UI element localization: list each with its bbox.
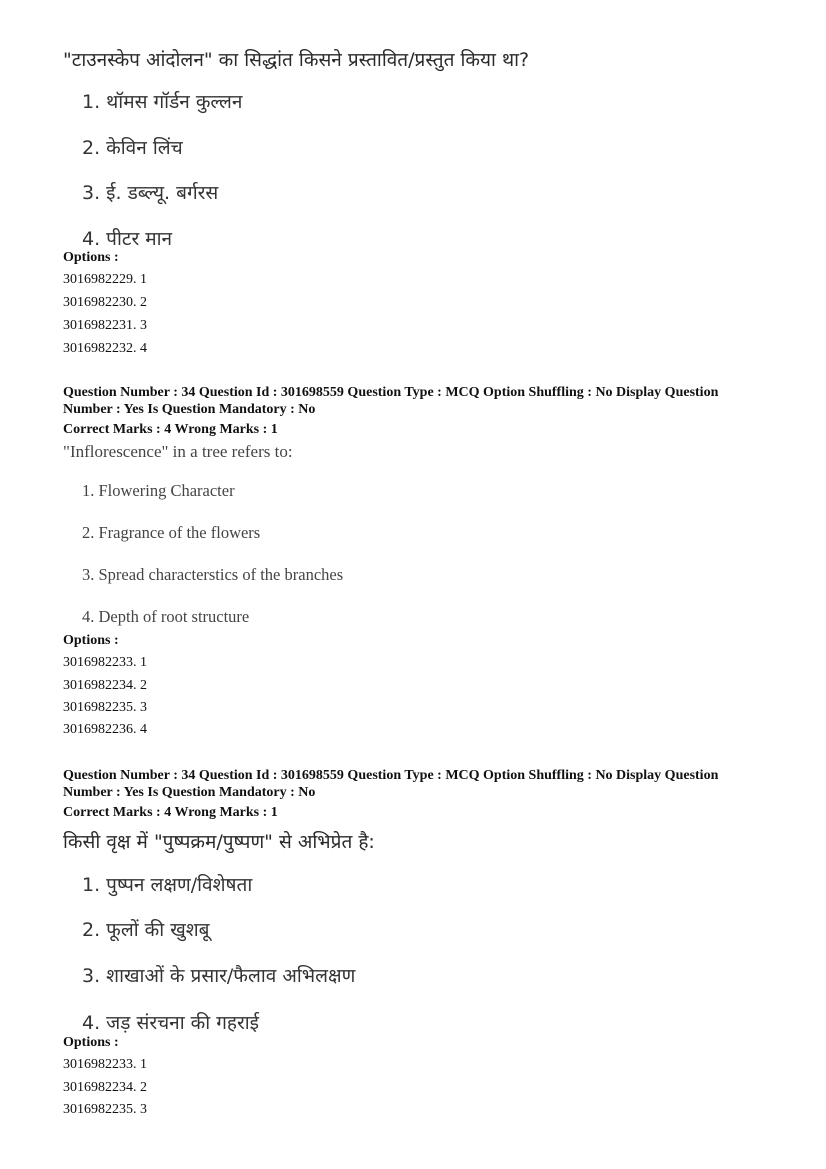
option-id-row: 3016982234. 2 (63, 1080, 147, 1095)
meta-line-2: Number : Yes Is Question Mandatory : No (63, 785, 316, 800)
option-id-row: 3016982232. 4 (63, 341, 147, 356)
option-id-row: 3016982235. 3 (63, 700, 147, 715)
question-meta (63, 767, 763, 821)
question-text-hindi-2: किसी वृक्ष में "पुष्पक्रम/पुष्पण" से अभिप्रेत है: (63, 831, 375, 853)
question-text-english: "Inflorescence" in a tree refers to: (63, 442, 293, 461)
option-id-row: 3016982229. 1 (63, 272, 147, 287)
option-id-row: 3016982235. 3 (63, 1102, 147, 1117)
meta-line-2: Number : Yes Is Question Mandatory : No (63, 402, 316, 417)
option-id-row: 3016982233. 1 (63, 1057, 147, 1072)
choice-1: 1. थॉमस गॉर्डन कुल्लन (82, 91, 243, 113)
options-label: Options : (63, 250, 119, 265)
choice-2: 2. Fragrance of the flowers (82, 523, 261, 542)
option-id-row: 3016982230. 2 (63, 295, 147, 310)
meta-line-3: Correct Marks : 4 Wrong Marks : 1 (63, 805, 278, 820)
choice-3: 3. ई. डब्ल्यू. बर्गरस (82, 182, 219, 204)
meta-line-3: Correct Marks : 4 Wrong Marks : 1 (63, 422, 278, 437)
meta-line-1: Question Number : 34 Question Id : 301698559 Question Type : MCQ Option Shuffling : No Display Question (63, 768, 719, 783)
choice-2: 2. केविन लिंच (82, 137, 183, 159)
options-label: Options : (63, 633, 119, 648)
choice-1: 1. पुष्पन लक्षण/विशेषता (82, 874, 253, 896)
choice-1: 1. Flowering Character (82, 481, 235, 500)
option-id-row: 3016982236. 4 (63, 722, 147, 737)
option-id-row: 3016982233. 1 (63, 655, 147, 670)
option-id-row: 3016982231. 3 (63, 318, 147, 333)
choice-2: 2. फूलों की खुशबू (82, 919, 210, 941)
option-id-row: 3016982234. 2 (63, 678, 147, 693)
question-text-hindi-1: "टाउनस्केप आंदोलन" का सिद्धांत किसने प्रस्तावित/प्रस्तुत किया था? (63, 49, 530, 71)
choice-3: 3. Spread characterstics of the branches (82, 565, 344, 584)
choice-4: 4. पीटर मान (82, 228, 173, 250)
options-label: Options : (63, 1035, 119, 1050)
choice-3: 3. शाखाओं के प्रसार/फैलाव अभिलक्षण (82, 965, 356, 987)
choice-4: 4. Depth of root structure (82, 607, 250, 626)
choice-4: 4. जड़ संरचना की गहराई (82, 1012, 260, 1034)
question-meta (63, 384, 763, 438)
meta-line-1: Question Number : 34 Question Id : 301698559 Question Type : MCQ Option Shuffling : No Display Question (63, 385, 719, 400)
